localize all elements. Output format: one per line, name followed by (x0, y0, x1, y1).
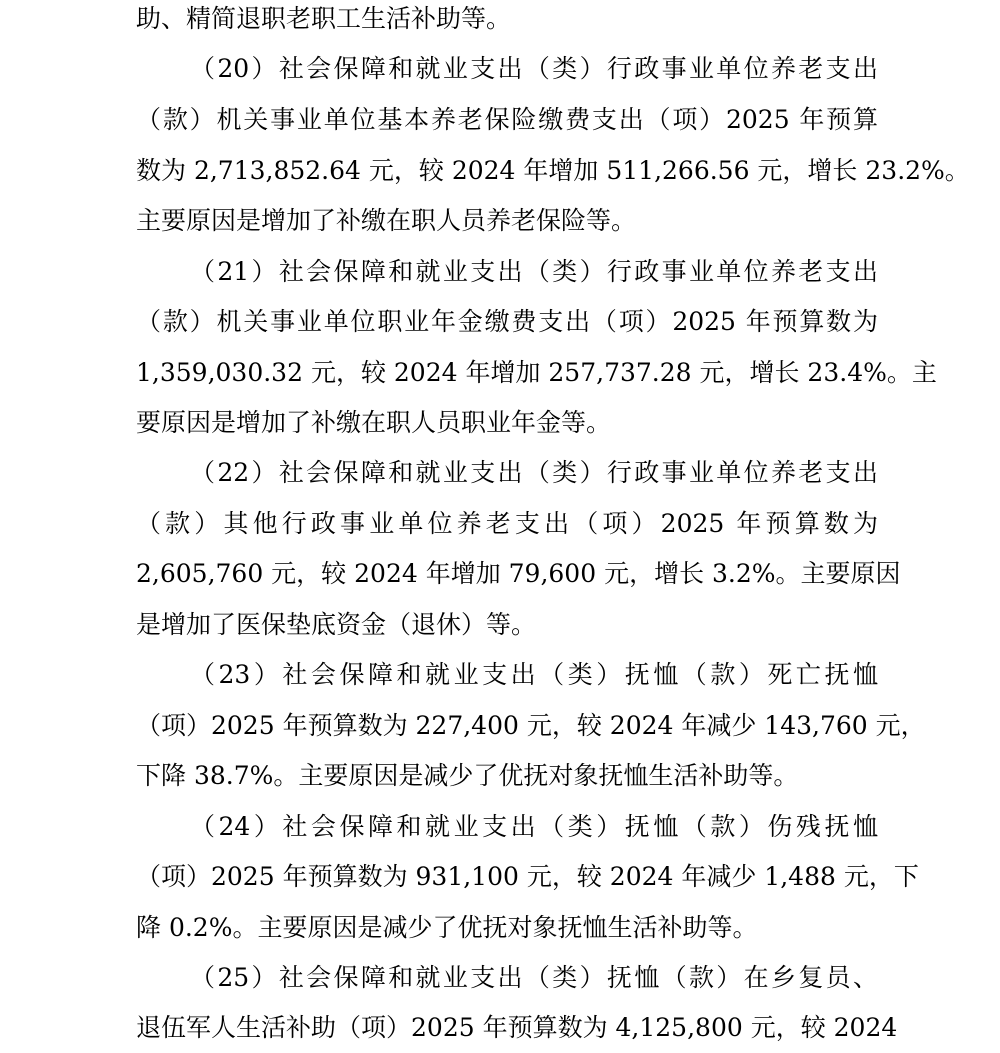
text-line: 数为 2,713,852.64 元，较 2024 年增加 511,266.56 元，增长 23.2%。 (136, 156, 970, 185)
paragraph-21-line: （21）社会保障和就业支出（类）行政事业单位养老支出 (190, 257, 878, 286)
text-line: 要原因是增加了补缴在职人员职业年金等。 (136, 408, 612, 437)
text-line: （项）2025 年预算数为 227,400 元，较 2024 年减少 143,760 元， (136, 711, 926, 740)
paragraph-20-line: （20）社会保障和就业支出（类）行政事业单位养老支出 (190, 54, 878, 83)
text-line: 助、精简退职老职工生活补助等。 (136, 4, 512, 33)
text-line: 是增加了医保垫底资金（退休）等。 (136, 610, 537, 639)
text-line: （项）2025 年预算数为 931,100 元，较 2024 年减少 1,488 元，下 (136, 862, 919, 891)
text-line: 2,605,760 元，较 2024 年增加 79,600 元，增长 3.2%。主要原因 (136, 559, 901, 588)
text-line: 主要原因是增加了补缴在职人员养老保险等。 (136, 206, 637, 235)
text-line: 退伍军人生活补助（项）2025 年预算数为 4,125,800 元，较 2024 (136, 1013, 898, 1042)
text-line: 下降 38.7%。主要原因是减少了优抚对象抚恤生活补助等。 (136, 761, 799, 790)
paragraph-25-line: （25）社会保障和就业支出（类）抚恤（款）在乡复员、 (190, 963, 878, 992)
text-line: （款）其他行政事业单位养老支出（项）2025 年预算数为 (136, 509, 878, 538)
text-line: （款）机关事业单位基本养老保险缴费支出（项）2025 年预算 (136, 105, 878, 134)
text-line: 降 0.2%。主要原因是减少了优抚对象抚恤生活补助等。 (136, 913, 758, 942)
text-line: 1,359,030.32 元，较 2024 年增加 257,737.28 元，增长 23.4%。主 (136, 358, 937, 387)
paragraph-24-line: （24）社会保障和就业支出（类）抚恤（款）伤残抚恤 (190, 812, 878, 841)
paragraph-23-line: （23）社会保障和就业支出（类）抚恤（款）死亡抚恤 (190, 660, 878, 689)
text-line: （款）机关事业单位职业年金缴费支出（项）2025 年预算数为 (136, 307, 878, 336)
paragraph-22-line: （22）社会保障和就业支出（类）行政事业单位养老支出 (190, 458, 878, 487)
